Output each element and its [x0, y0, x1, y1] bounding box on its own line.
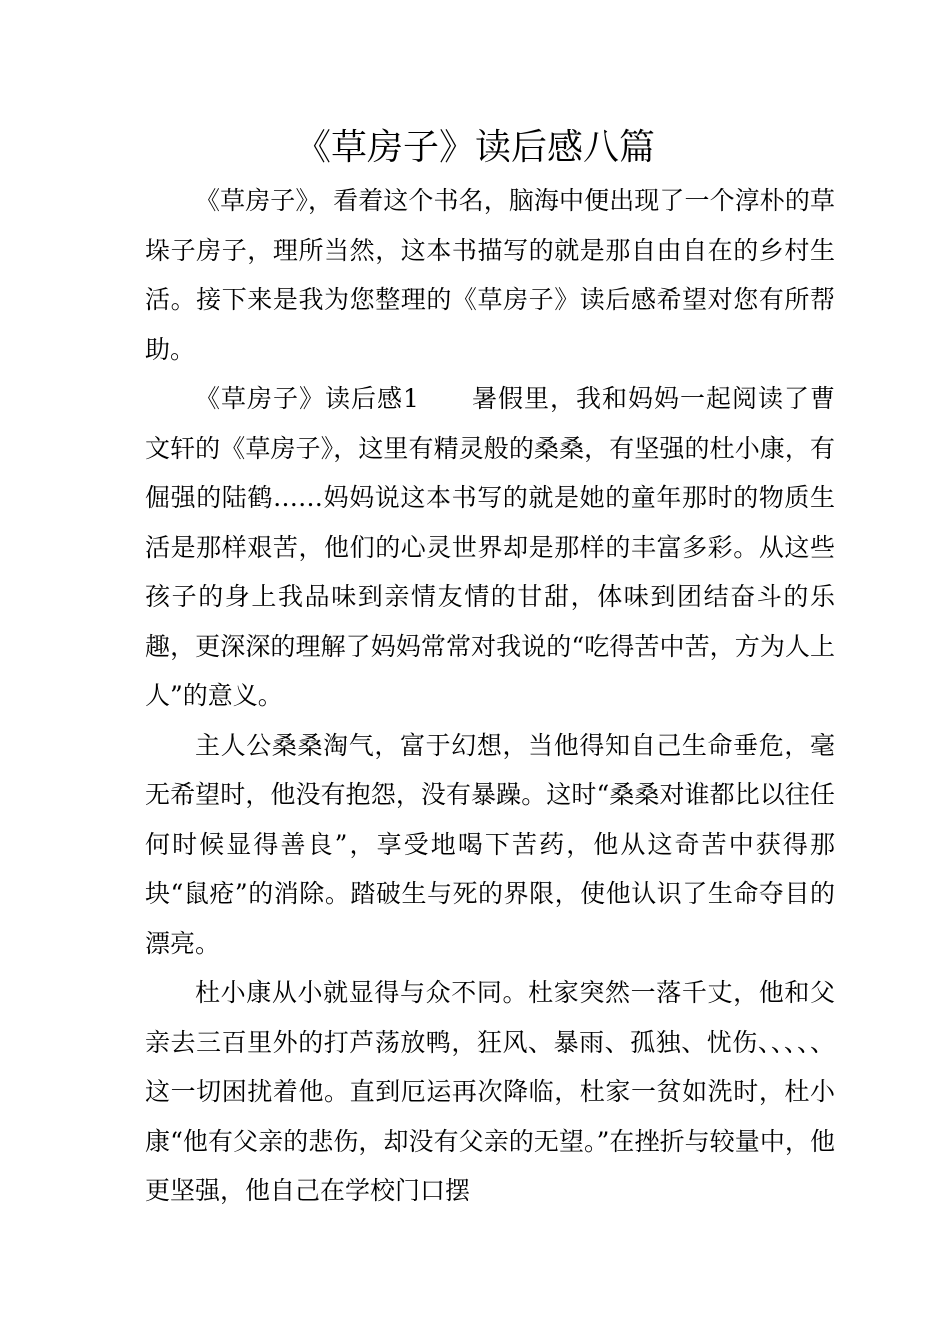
document-body — [145, 176, 835, 1216]
document-title: 《草房子》读后感八篇 — [294, 127, 655, 168]
paragraph-intro: 《草房子》，看着这个书名，脑海中便出现了一个淳朴的草垛子房子，理所当然，这本书描写的就是那自由自在的乡村生活。接下来是我为您整理的《草房子》读后感希望对您有所帮助。 — [145, 186, 835, 364]
paragraph-review-1: 《草房子》读后感1 暑假里，我和妈妈一起阅读了曹文轩的《草房子》，这里有精灵般的桑桑，有坚强的杜小康，有倔强的陆鹤……妈妈说这本书写的就是她的童年那时的物质生活是那样艰苦，他们的心灵世界却是那样的丰富多彩。从这些孩子的身上我品味到亲情友情的甘甜，体味到团结奋斗的乐趣，更深深的理解了妈妈常常对我说的“吃得苦中苦，方为人上人”的意义。 — [145, 384, 835, 710]
paragraph-duxiaokang: 杜小康从小就显得与众不同。杜家突然一落千丈，他和父亲去三百里外的打芦荡放鸭，狂风、暴雨、孤独、忧伤、、、、、这一切困扰着他。直到厄运再次降临，杜家一贫如洗时，杜小康“他有父亲的悲伤，却没有父亲的无望。”在挫折与较量中，他更坚强，他自己在学校门口摆 — [145, 978, 835, 1205]
paragraph-sangsang: 主人公桑桑淘气，富于幻想，当他得知自己生命垂危，毫无希望时，他没有抱怨，没有暴躁。这时“桑桑对谁都比以往任何时候显得善良”，享受地喝下苦药，他从这奇苦中获得那块“鼠疮”的消除。踏破生与死的界限，使他认识了生命夺目的漂亮。 — [145, 730, 835, 958]
